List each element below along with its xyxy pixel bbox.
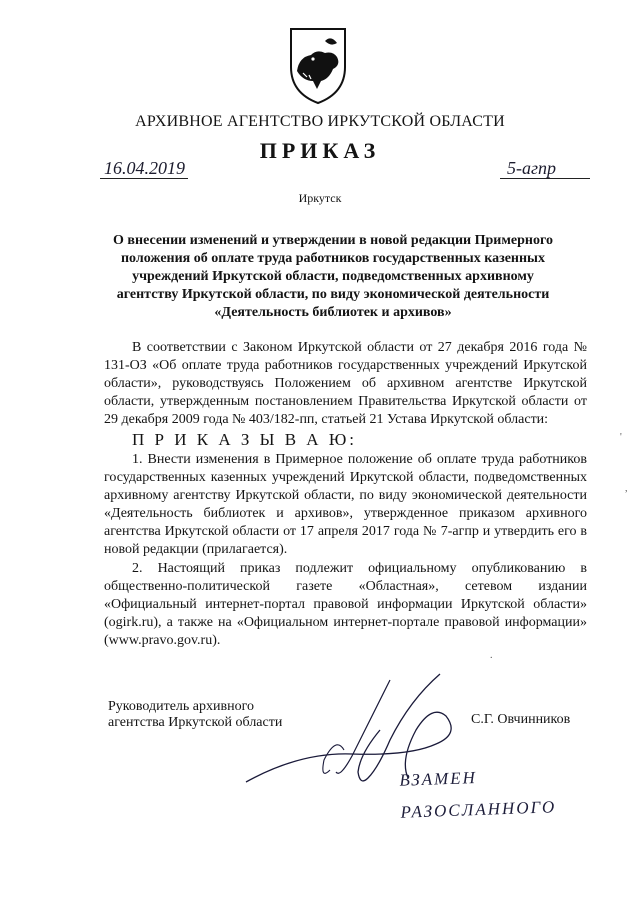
coat-of-arms-icon: [273, 23, 363, 107]
handwritten-note: [399, 759, 557, 828]
handwritten-note-line-1: ВЗАМЕН: [399, 768, 478, 790]
handwritten-date: 16.04.2019: [104, 158, 185, 178]
order-subject: О внесении изменений и утверждении в новой редакции Примерного положения об оплате труда работников государственных казенных учреждений Иркутской области, подведомственных архивному агентству Иркутской области, по виду экономической деятельности «Деятельность библиотек и архивов»: [113, 233, 553, 320]
signer-position-line-1: Руководитель архивного: [108, 699, 255, 714]
handwritten-note-line-2: РАЗОСЛАННОГО: [400, 797, 557, 822]
scan-speck: ,: [625, 483, 628, 494]
signer-position-line-2: агентства Иркутской области: [108, 715, 283, 730]
order-item-2: 2. Настоящий приказ подлежит официальному опубликованию в общественно-политической газете «Областная», сетевом издании «Официальный интернет-портал правовой информации Иркутской области» (ogirk.ru), а также на «Официальном интернет-портале правовой информации» (www.pravo.gov.ru).: [104, 561, 587, 648]
scan-speck: .: [490, 650, 493, 661]
order-word: П Р И К А З Ы В А Ю:: [132, 430, 358, 449]
scan-speck: ': [620, 432, 622, 443]
handwritten-number: 5-агпр: [507, 158, 557, 178]
intro-paragraph: В соответствии с Законом Иркутской области от 27 декабря 2016 года № 131-ОЗ «Об оплате труда работников государственных учреждений Иркутской области», руководствуясь Положением об архивном агентстве Иркутской области, утвержденным постановлением Правительства Иркутской области от 29 декабря 2009 года № 403/182-пп, статьей 21 Устава Иркутской области:: [104, 340, 587, 427]
city-name: Иркутск: [298, 191, 342, 205]
signer-name: С.Г. Овчинников: [471, 712, 571, 727]
document-type: ПРИКАЗ: [259, 138, 381, 163]
agency-name: АРХИВНОЕ АГЕНТСТВО ИРКУТСКОЙ ОБЛАСТИ: [135, 113, 505, 130]
order-item-1: 1. Внести изменения в Примерное положение об оплате труда работников государственных казенных учреждений Иркутской области, подведомственных архивному агентству Иркутской области, по виду экономической деятельности «Деятельность библиотек и архивов», утвержденное приказом архивного агентства Иркутской области от 17 апреля 2017 года № 7-агпр и утвердить его в новой редакции (прилагается).: [104, 452, 587, 557]
